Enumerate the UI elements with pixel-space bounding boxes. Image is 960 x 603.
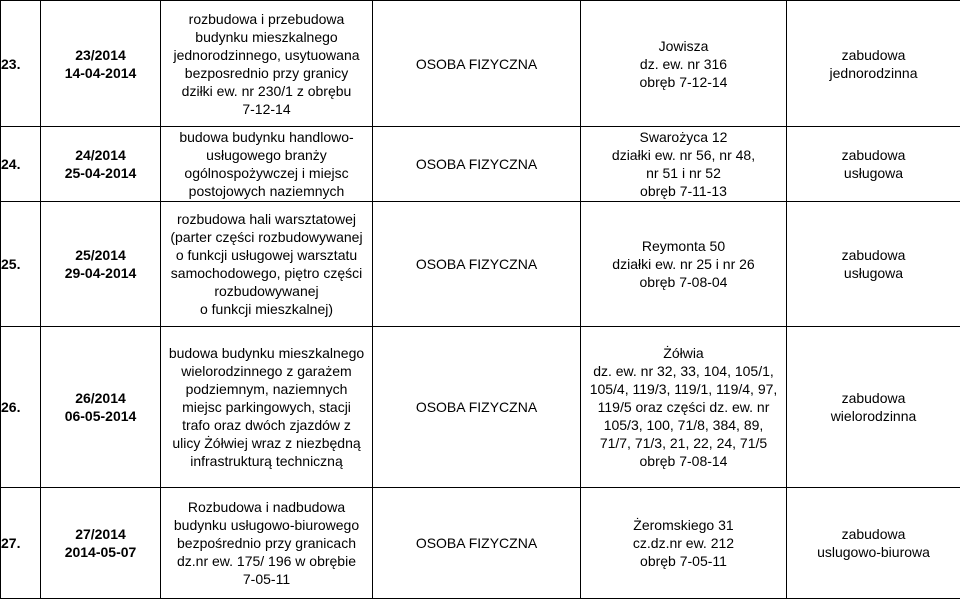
case-date: 06-05-2014 [64,408,137,424]
description-cell [161,327,373,488]
case-date: 29-04-2014 [64,265,137,281]
location: Reymonta 50 działki ew. nr 25 i nr 26 obręb 7-08-04 [612,238,755,290]
case-date: 14-04-2014 [64,64,137,81]
type-cell [787,127,960,202]
development-type: zabudowa usługowa [841,147,906,181]
row-number: 24. [1,127,41,202]
case-number: 23/2014 [75,46,126,63]
development-type: zabudowa wielorodzinna [830,390,917,424]
type-cell [787,202,960,327]
investor: OSOBA FIZYCZNA [373,202,581,327]
location-cell [581,327,787,488]
investor: OSOBA FIZYCZNA [373,488,581,599]
table-row [1,488,960,599]
table-row [1,327,960,488]
location: Jowisza dz. ew. nr 316 obręb 7-12-14 [639,37,728,90]
type-cell [787,1,960,127]
type-cell [787,327,960,488]
table-row [1,127,960,202]
description-cell [161,488,373,599]
location: Swarożyca 12 działki ew. nr 56, nr 48, nr 51 i nr 52 obręb 7-11-13 [611,129,756,199]
location-cell [581,202,787,327]
row-number: 26. [1,327,41,488]
location-cell [581,127,787,202]
case-cell [41,1,161,127]
description: Rozbudowa i nadbudowa budynku usługowo-biurowego bezpośrednio przy granicach dz.nr ew. 175/ 196 w obrębie 7-05-11 [173,499,360,587]
case-number: 25/2014 [75,247,126,263]
description-cell [161,1,373,127]
description-cell [161,127,373,202]
location: Żeromskiego 31 cz.dz.nr ew. 212 obręb 7-05-11 [632,517,735,569]
description: rozbudowa hali warsztatowej (parter części rozbudowywanej o funkcji usługowej warsztatu samochodowego, piętro części rozbudowywanej o funkcji mieszkalnej) [170,211,363,317]
type-cell [787,488,960,599]
description-cell [161,202,373,327]
case-number: 24/2014 [75,147,126,163]
case-cell [41,127,161,202]
location-cell [581,488,787,599]
description: budowa budynku mieszkalnego wielorodzinnego z garażem podziemnym, naziemnych miejsc parkingowych, stacji trafo oraz dwóch zjazdów z ulicy Żółwiej wraz z niezbędną infrastrukturą techniczną [168,345,365,469]
table-row [1,1,960,127]
location-cell [581,1,787,127]
case-number: 26/2014 [75,390,126,406]
case-cell [41,327,161,488]
investor: OSOBA FIZYCZNA [373,327,581,488]
investor: OSOBA FIZYCZNA [373,127,581,202]
row-number: 27. [1,488,41,599]
location: Żółwia dz. ew. nr 32, 33, 104, 105/1, 105/4, 119/3, 119/1, 119/4, 97, 119/5 oraz części dz. ew. nr 105/3, 100, 71/8, 384, 89, 71/7, 71/3, 21, 22, 24, 71/5 obręb 7-08-14 [589,345,778,469]
development-type: zabudowa usługowa [841,247,906,281]
row-number: 25. [1,202,41,327]
description: budowa budynku handlowo- usługowego branży ogólnospożywczej i miejsc postojowych naziemnych [179,129,354,199]
case-date: 25-04-2014 [64,165,137,181]
investor: OSOBA FIZYCZNA [373,1,581,127]
row-number: 23. [1,1,41,127]
table-row [1,202,960,327]
development-type: zabudowa jednorodzinna [829,46,918,81]
description: rozbudowa i przebudowa budynku mieszkalnego jednorodzinnego, usytuowana bezposrednio przy granicy dziłki ew. nr 230/1 z obrębu 7-12-14 [173,10,360,117]
development-type: zabudowa uslugowo-biurowa [817,526,930,560]
case-cell [41,202,161,327]
case-date: 2014-05-07 [64,544,137,560]
case-number: 27/2014 [75,526,126,542]
case-cell [41,488,161,599]
